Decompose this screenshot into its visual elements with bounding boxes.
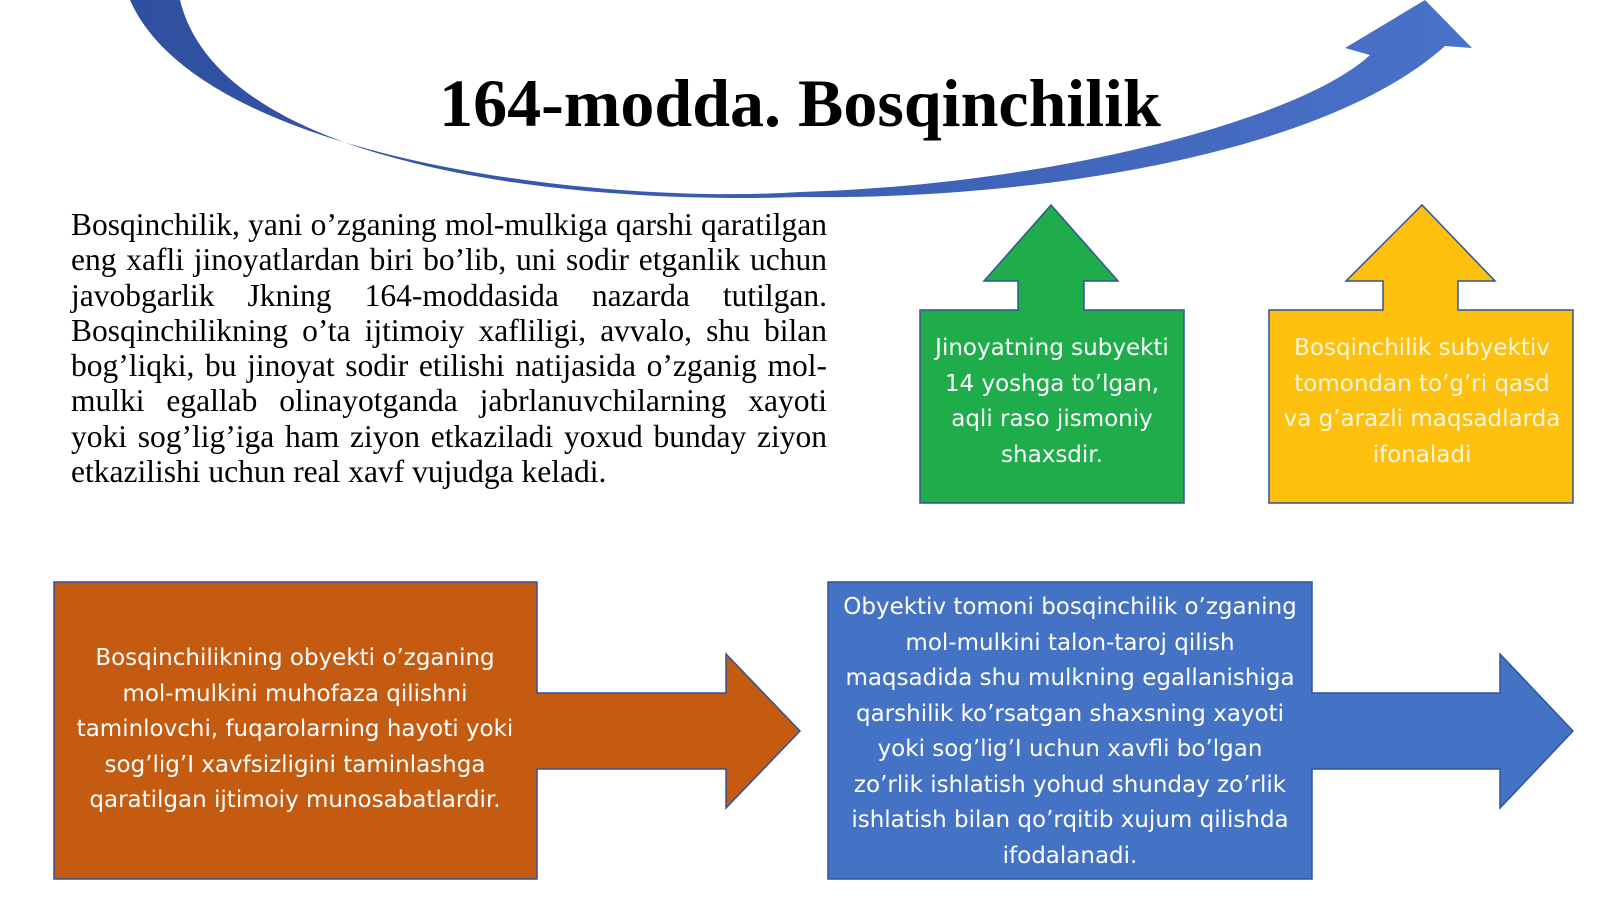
intro-paragraph: Bosqinchilik, yani o’zganing mol-mulkiga qarshi qaratilgan eng xafli jinoyatlardan biri bo’lib, uni sodir etganlik uchun javobgarlik Jkning 164-moddasida nazarda tutilgan. Bosqinchilikning o’ta ijtimoiy xafliligi, avvalo, shu bilan bog’liqki, bu jinoyat sodir etilishi natijasida o’zganig mol-mulki egallab olinayotganda jabrlanuvchilarning xayoti yoki sog’lig’iga ham ziyon etkaziladi yoxud bunday ziyon etkazilishi uchun real xavf vujudga keladi. (71, 207, 827, 490)
objective-side-callout-text: Obyektiv tomoni bosqinchilik o’zganing mol-mulkini talon-taroj qilish maqsadida shu mulkning egallanishiga qarshilik ko’rsatgan shaxsning xayoti yoki sog’lig’I uchun xavfli bo’lgan zo’rlik ishlatish yohud shunday zo’rlik ishlatish bilan qo’rqitib xujum qilishda ifodalanadi. (843, 594, 1297, 869)
object-callout-text: Bosqinchilikning obyekti o’zganing mol-mulkini muhofaza qilishni taminlovchi, fuqarolarning hayoti yoki sog’lig’I xavfsizligini taminlashga qaratilgan ijtimoiy munosabatlardir. (76, 645, 514, 814)
page-title: 164-modda. Bosqinchilik (439, 65, 1161, 141)
subject-callout-text: Jinoyatning subyekti 14 yoshga to’lgan, aqli raso jismoniy shaxsdir. (935, 335, 1169, 468)
subjective-side-callout-text: Bosqinchilik subyektiv tomondan to’g’ri qasd va g’arazli maqsadlarda ifonaladi (1283, 335, 1561, 468)
